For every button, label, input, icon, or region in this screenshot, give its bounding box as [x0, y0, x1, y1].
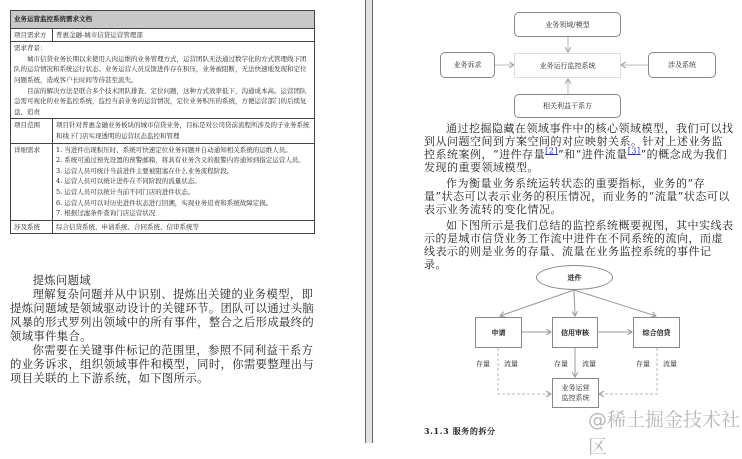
paragraph: 你需要在关键事件标记的范围里，参照不同利益干系方的业务诉求，组织领域事件和模型，同时，你需要整理出与项目关联的上下游系统，如下图所示。: [10, 344, 315, 385]
paragraph: 如下图所示是我们总结的监控系统概要视图，其中实线表示的是城市信贷业务工作流中进件在不同系统的流向，而虚线表示的则是业务的存量、流量在业务监控系统的事件记录。: [424, 219, 734, 271]
row-key: 项目范围: [11, 119, 53, 143]
reference-link[interactable]: [3]: [627, 146, 641, 156]
row-key: 需求背景：: [14, 44, 47, 53]
node-ops-monitor: 业务运营 监控系统: [552, 378, 599, 408]
flow-label: 流量: [504, 360, 518, 368]
node-application-ellipse: 进件: [536, 265, 613, 290]
table-title: 业务运营监控系统需求文档: [11, 11, 315, 29]
list-item: 3. 运营人员可统计当前进件主要被阻塞在什么业务流程阶段。: [56, 166, 234, 175]
paragraph: 理解复杂问题并从中识别、提炼出关键的业务模型，即提炼问题域是领域驱动设计的关键环节。团队可以通过头脑风暴的形式罗列出领域中的所有事件，整合之后形成最终的领域事件集合。: [10, 288, 315, 343]
list-item: 5. 运营人员可以统计当前不同门店的进件状态。: [56, 187, 195, 196]
flow-label: 流量: [582, 360, 596, 368]
node-domain-model: 业务领域/模型: [514, 12, 621, 37]
row-key: 涉及系统: [11, 220, 53, 234]
paragraph: 城市信贷业务长期以来使用人肉运维的业务管理方式，运营团队无法通过数字化的方式管理线下团队的运营情况和系统运行状态。业务运营人员反馈进件存在积压，业务被阻断，无法快速地发现和定位问题系统，造成客户长时间等待甚至流失。: [14, 54, 307, 84]
node-integrated-credit: 综合信贷: [633, 317, 680, 348]
row-key: 详细需求: [11, 143, 53, 220]
stock-label: 存量: [636, 360, 650, 368]
node-monitor-system: 业务运行监控系统: [514, 53, 621, 78]
node-apply: 申请: [475, 317, 522, 348]
section-heading: 3.1.3 服务的拆分: [424, 426, 496, 436]
paragraph: 作为衡量业务系统运转状态的重要指标，业务的“存量”状态可以表示业务的积压情况，而业务的“流量”状态可以表示业务流转的变化情况。: [424, 177, 730, 216]
section-heading: 提炼问题域: [32, 274, 92, 287]
node-related-systems: 涉及系统: [648, 52, 716, 78]
list-item: 6. 运营人员可以对历史进件状态进行回溯，实现业务追责和系统故障定损。: [56, 198, 273, 207]
list-item: 7. 根据过滤条件查询门店运营状况: [56, 209, 156, 218]
node-stakeholders: 相关利益干系方: [514, 94, 621, 118]
row-value: 项目针对普惠金融业务板块的城市信贷业务，目标是对公司贷前流程所涉及的子业务系统和线下门店实现透明的运营状态监控和管理: [53, 119, 315, 143]
watermark: @稀土掘金技术社区: [588, 409, 741, 458]
row-value: 普惠金融-城市信贷运营管理部: [53, 28, 315, 42]
list-item: 4. 运营人员可以统计进件在不同阶段的流量状态。: [56, 177, 201, 186]
flow-label: 流量: [663, 360, 677, 368]
list-item: 2. 系统可通过预先设置的预警邮箱，将具有业务含义的报警内容通知到指定运营人员。: [56, 156, 305, 165]
row-key: 项目需求方: [11, 28, 53, 42]
paragraph: 通过挖掘隐藏在领域事件中的核心领域模型，我们可以找到从问题空间到方案空间的对应映射关系。针对上述业务监控系统案例，“进件存量[2]”和“进件流量[3]”的概念成为我们发现的重要领域模型。: [424, 122, 734, 174]
reference-link[interactable]: [2]: [545, 146, 558, 156]
node-business-demands: 业务诉求: [440, 52, 495, 78]
row-value: 综合信贷系统、申请系统、合同系统、信审系统等: [53, 220, 315, 234]
node-credit-review: 信用审核: [552, 317, 598, 348]
paragraph: 目前的解决方法是联合多个技术团队排查、定位问题，这种方式效率低下，沟通成本高。运营团队急需可视化的业务监控系统，监控当前业务的运营情况，定位业务积压的系统，方便运营部门的后续复盘、追责: [14, 86, 307, 116]
stock-label: 存量: [554, 360, 568, 368]
stock-label: 存量: [476, 360, 490, 368]
list-item: 1. 当进件出现积压时，系统可快速定位业务问题并自动通知相关系统的运维人员。: [56, 145, 292, 154]
